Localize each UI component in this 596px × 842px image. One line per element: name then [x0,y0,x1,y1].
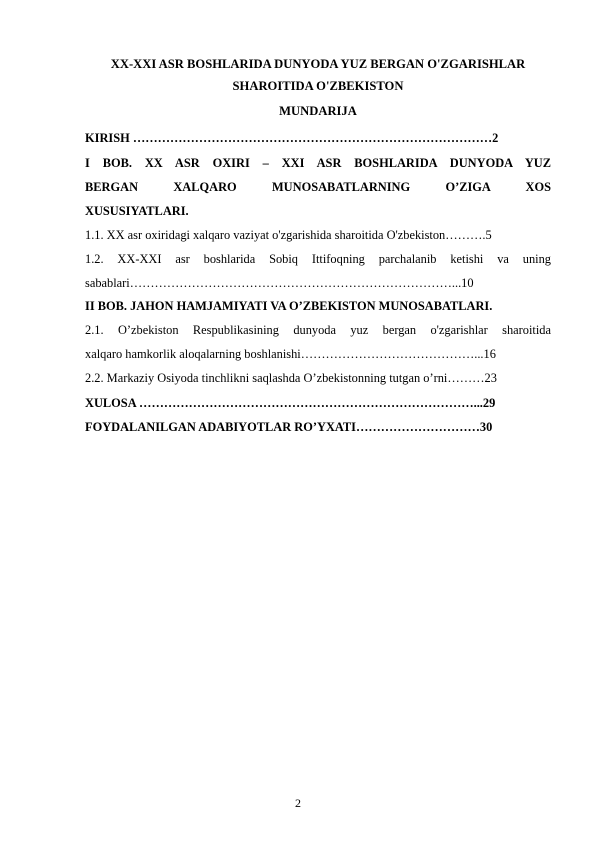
toc-chapter-2: II BOB. JAHON HAMJAMIYATI VA O’ZBEKISTON MUNOSABATLARI. [85,299,493,313]
toc-section-2-1-line-2: xalqaro hamkorlik aloqalarning boshlanishi……………………………………...16 [85,347,496,361]
toc-section-1-2-line-2: sabablari……………………………………………………………………...10 [85,276,474,290]
toc-entry-xulosa: XULOSA ………………………………………………………………………...29 [85,396,496,410]
document-title-line-1: XX-XXI ASR BOSHLARIDA DUNYODA YUZ BERGAN O'ZGARISHLAR [110,57,526,71]
document-title-line-2: SHAROITIDA O'ZBEKISTON [232,79,404,93]
toc-chapter-1-line-3: XUSUSIYATLARI. [85,204,189,218]
toc-chapter-1-line-1: I BOB. XX ASR OXIRI – XXI ASR BOSHLARIDA DUNYODA YUZ [85,156,551,170]
toc-section-2-2: 2.2. Markaziy Osiyoda tinchlikni saqlashda O’zbekistonning tutgan o’rni………23 [85,371,497,385]
contents-heading: MUNDARIJA [279,104,357,118]
toc-section-2-1-line-1: 2.1. O’zbekiston Respublikasining dunyoda yuz bergan o'zgarishlar sharoitida [85,323,551,337]
toc-entry-adabiyotlar: FOYDALANILGAN ADABIYOTLAR RO’YXATI…………………………30 [85,420,493,434]
toc-section-1-2-line-1: 1.2. XX-XXI asr boshlarida Sobiq Ittifoqning parchalanib ketishi va uning [85,252,551,266]
page-number: 2 [295,796,301,810]
toc-entry-kirish: KIRISH ……………………………………………………………………………2 [85,131,499,145]
toc-chapter-1-line-2: BERGAN XALQARO MUNOSABATLARNING O’ZIGA XOS [85,180,551,194]
toc-section-1-1: 1.1. XX asr oxiridagi xalqaro vaziyat o'zgarishida sharoitida O'zbekiston……….5 [85,228,492,242]
